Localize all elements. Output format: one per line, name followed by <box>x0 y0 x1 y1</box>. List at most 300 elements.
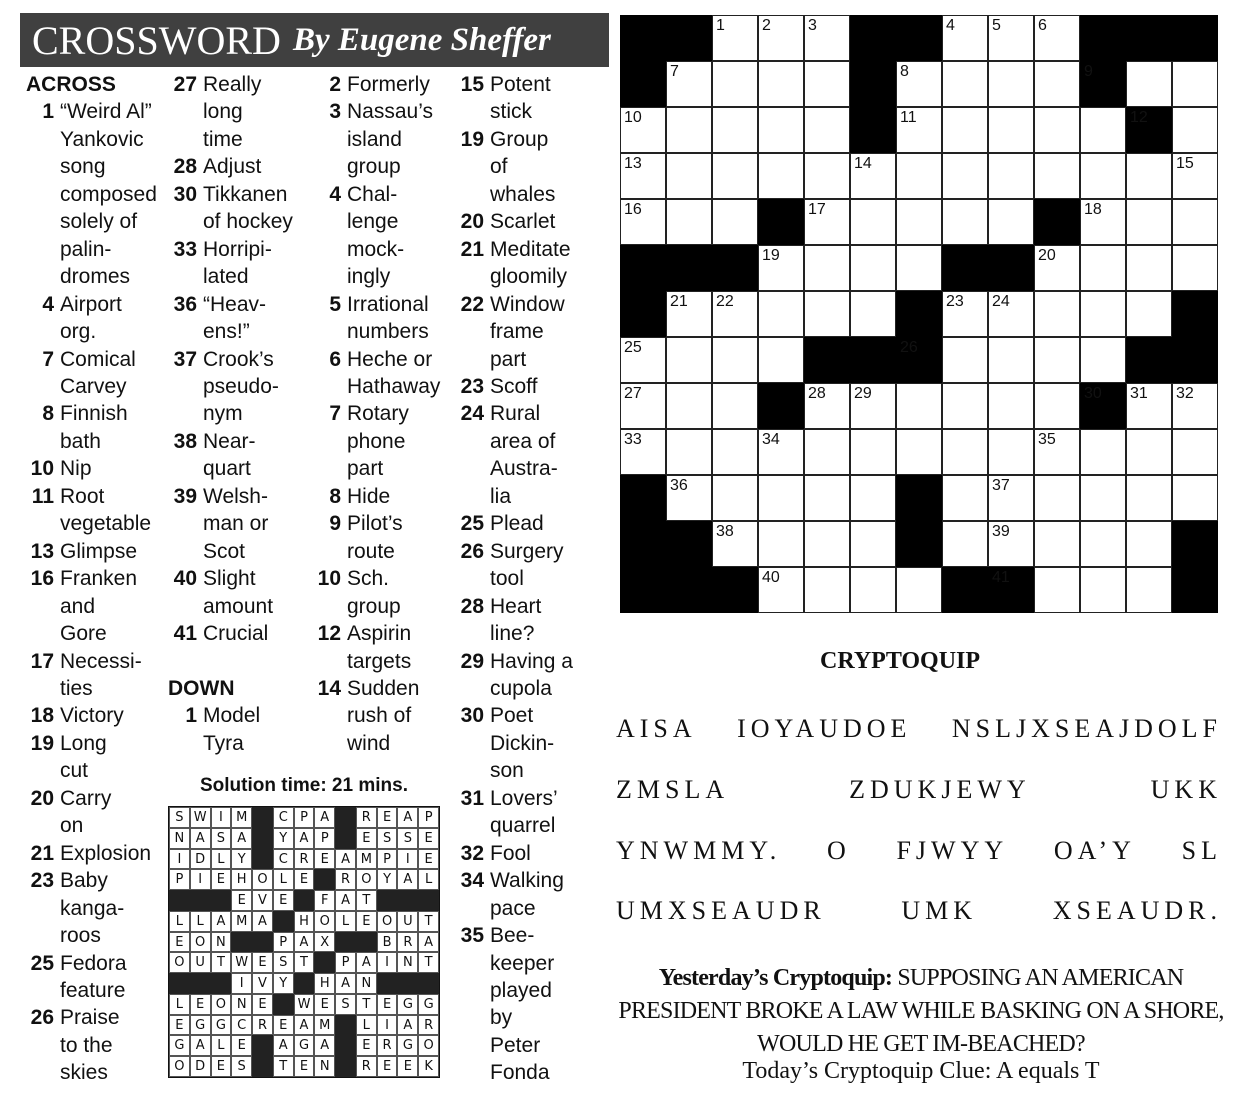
solution-black-square <box>211 973 232 994</box>
solution-letter: E <box>356 1035 377 1056</box>
solution-letter: U <box>190 952 211 973</box>
solution-letter: O <box>377 911 398 932</box>
grid-black-square <box>942 245 988 291</box>
grid-cell[interactable] <box>1034 61 1080 107</box>
crossword-header <box>20 13 609 67</box>
grid-cell[interactable] <box>1034 475 1080 521</box>
clue-number: 11 <box>31 484 54 508</box>
solution-letter: S <box>273 952 294 973</box>
grid-cell[interactable] <box>1080 429 1126 475</box>
grid-cell[interactable] <box>758 107 804 153</box>
grid-cell[interactable] <box>1126 383 1172 429</box>
solution-letter: E <box>418 828 439 849</box>
solution-letter: S <box>397 828 418 849</box>
crossword-grid <box>620 15 1218 613</box>
clue-text: Chal- lenge mock- ingly <box>347 182 405 289</box>
solution-letter: G <box>397 1035 418 1056</box>
cell-number: 16 <box>624 201 642 218</box>
grid-cell[interactable] <box>1172 383 1218 429</box>
cryptoquip-word: XSEAUDR. <box>1052 896 1222 925</box>
grid-cell[interactable] <box>712 337 758 383</box>
cell-number: 30 <box>1084 385 1102 402</box>
solution-letter: E <box>356 911 377 932</box>
grid-black-square <box>620 291 666 337</box>
clue-text: Welsh- man or Scot <box>203 484 269 563</box>
grid-black-square <box>666 567 712 613</box>
grid-cell[interactable] <box>804 107 850 153</box>
solution-letter: H <box>294 911 315 932</box>
grid-cell[interactable] <box>850 291 896 337</box>
cryptoquip-word: UMK <box>901 896 978 925</box>
grid-cell[interactable] <box>942 199 988 245</box>
grid-cell[interactable] <box>712 107 758 153</box>
grid-cell[interactable] <box>712 429 758 475</box>
solution-letter: O <box>169 952 190 973</box>
grid-cell[interactable] <box>988 429 1034 475</box>
solution-letter: O <box>418 1035 439 1056</box>
solution-letter: I <box>397 849 418 870</box>
clue-number: 32 <box>460 841 484 865</box>
clue-number: 37 <box>173 347 197 371</box>
grid-cell[interactable] <box>666 337 712 383</box>
grid-cell[interactable] <box>942 153 988 199</box>
grid-cell[interactable] <box>850 245 896 291</box>
grid-cell[interactable] <box>988 199 1034 245</box>
clue-number: 25 <box>460 512 484 536</box>
grid-cell[interactable] <box>1172 61 1218 107</box>
grid-cell[interactable] <box>1080 245 1126 291</box>
clue-item <box>26 98 166 290</box>
solution-letter: T <box>356 994 377 1015</box>
grid-cell[interactable] <box>620 153 666 199</box>
clue-text: Baby kanga- roos <box>60 869 125 948</box>
clue-text: Slight amount <box>203 567 274 618</box>
clue-item <box>26 867 166 949</box>
cryptoquip-clue: Today’s Cryptoquip Clue: A equals T <box>742 1058 1100 1084</box>
grid-cell[interactable] <box>758 245 804 291</box>
clue-text: Horripi- lated <box>203 237 272 289</box>
clue-number: 30 <box>460 704 484 728</box>
solution-letter: A <box>294 1015 315 1036</box>
solution-time: Solution time: 21 mins. <box>200 775 408 796</box>
grid-cell[interactable] <box>942 337 988 383</box>
clue-text: Rotary phone part <box>347 402 409 481</box>
grid-cell[interactable] <box>850 567 896 613</box>
grid-cell[interactable] <box>942 107 988 153</box>
grid-cell[interactable] <box>758 429 804 475</box>
solution-black-square <box>335 828 356 849</box>
clue-item <box>313 346 453 401</box>
grid-cell[interactable] <box>850 475 896 521</box>
grid-cell[interactable] <box>804 475 850 521</box>
solution-letter: A <box>335 973 356 994</box>
grid-cell[interactable] <box>988 61 1034 107</box>
cell-number: 8 <box>900 63 909 80</box>
grid-cell[interactable] <box>850 429 896 475</box>
solution-letter: C <box>273 849 294 870</box>
solution-letter: A <box>252 911 273 932</box>
grid-cell[interactable] <box>1126 199 1172 245</box>
grid-cell[interactable] <box>942 15 988 61</box>
clue-item <box>455 126 595 208</box>
grid-cell[interactable] <box>1172 475 1218 521</box>
clue-number: 22 <box>460 292 484 316</box>
solution-letter: N <box>314 1056 335 1077</box>
clue-text: Walking pace <box>490 869 564 920</box>
grid-cell[interactable] <box>1080 291 1126 337</box>
solution-letter: Y <box>377 869 398 890</box>
solution-black-square <box>335 807 356 828</box>
cell-number: 26 <box>900 339 918 356</box>
grid-cell[interactable] <box>758 521 804 567</box>
clue-item <box>168 702 308 757</box>
cryptoquip-line <box>616 775 1222 805</box>
grid-cell[interactable] <box>758 15 804 61</box>
grid-cell[interactable] <box>804 429 850 475</box>
solution-letter: L <box>418 869 439 890</box>
solution-letter: A <box>397 1015 418 1036</box>
grid-cell[interactable] <box>758 337 804 383</box>
section-heading-across: ACROSS <box>26 73 116 96</box>
clue-text: Hide <box>347 484 391 508</box>
solution-letter: A <box>418 932 439 953</box>
clue-number: 16 <box>30 567 54 591</box>
grid-cell[interactable] <box>620 429 666 475</box>
clue-number: 6 <box>329 347 341 371</box>
cell-number: 19 <box>762 247 780 264</box>
clue-item <box>26 648 166 703</box>
grid-cell[interactable] <box>758 567 804 613</box>
clue-text: Airport org. <box>60 292 122 344</box>
grid-cell[interactable] <box>1080 521 1126 567</box>
grid-black-square <box>1126 337 1172 383</box>
grid-cell[interactable] <box>1034 383 1080 429</box>
cell-number: 1 <box>716 17 725 34</box>
clue-item <box>168 483 308 565</box>
grid-cell[interactable] <box>712 153 758 199</box>
grid-black-square <box>896 337 942 383</box>
grid-cell[interactable] <box>850 199 896 245</box>
grid-cell[interactable] <box>758 153 804 199</box>
solution-black-square <box>418 890 439 911</box>
grid-cell[interactable] <box>988 475 1034 521</box>
solution-black-square <box>273 994 294 1015</box>
grid-cell[interactable] <box>1126 61 1172 107</box>
solution-letter: O <box>169 1056 190 1077</box>
solution-letter: E <box>294 869 315 890</box>
solution-letter: N <box>169 828 190 849</box>
solution-letter: I <box>231 973 252 994</box>
grid-black-square <box>620 567 666 613</box>
grid-cell[interactable] <box>850 153 896 199</box>
grid-cell[interactable] <box>988 337 1034 383</box>
solution-letter: L <box>273 869 294 890</box>
grid-cell[interactable] <box>896 245 942 291</box>
grid-cell[interactable] <box>620 199 666 245</box>
solution-black-square <box>418 973 439 994</box>
grid-cell[interactable] <box>1126 245 1172 291</box>
solution-letter: R <box>356 807 377 828</box>
solution-letter: R <box>418 1015 439 1036</box>
solution-letter: A <box>294 932 315 953</box>
cell-number: 2 <box>762 17 771 34</box>
clue-number: 35 <box>460 924 484 948</box>
cell-number: 35 <box>1038 431 1056 448</box>
grid-cell[interactable] <box>712 199 758 245</box>
grid-cell[interactable] <box>850 521 896 567</box>
grid-cell[interactable] <box>666 61 712 107</box>
grid-cell[interactable] <box>758 61 804 107</box>
grid-cell[interactable] <box>712 291 758 337</box>
cell-number: 14 <box>854 155 872 172</box>
solution-letter: E <box>231 1035 252 1056</box>
grid-cell[interactable] <box>1034 107 1080 153</box>
clue-number: 10 <box>30 457 54 481</box>
grid-cell[interactable] <box>942 521 988 567</box>
solution-letter: L <box>211 1035 232 1056</box>
solution-black-square <box>397 973 418 994</box>
grid-cell[interactable] <box>666 475 712 521</box>
grid-cell[interactable] <box>942 475 988 521</box>
grid-black-square <box>620 245 666 291</box>
clue-item <box>26 702 166 729</box>
solution-black-square <box>211 890 232 911</box>
solution-letter: G <box>190 1015 211 1036</box>
clue-item <box>26 483 166 538</box>
clue-text: “Heav- ens!” <box>203 292 267 344</box>
grid-cell[interactable] <box>896 61 942 107</box>
solution-letter: E <box>377 994 398 1015</box>
solution-letter: T <box>211 952 232 973</box>
grid-cell[interactable] <box>804 567 850 613</box>
grid-cell[interactable] <box>1126 291 1172 337</box>
grid-cell[interactable] <box>1080 475 1126 521</box>
solution-letter: E <box>377 807 398 828</box>
grid-cell[interactable] <box>620 337 666 383</box>
grid-cell[interactable] <box>666 291 712 337</box>
solution-letter: G <box>211 1015 232 1036</box>
cell-number: 27 <box>624 385 642 402</box>
clue-item <box>26 346 166 401</box>
grid-cell[interactable] <box>712 61 758 107</box>
clue-number: 1 <box>185 704 197 728</box>
grid-cell[interactable] <box>712 15 758 61</box>
grid-black-square <box>896 15 942 61</box>
grid-black-square <box>666 15 712 61</box>
clue-number: 26 <box>30 1006 54 1030</box>
solution-letter: G <box>169 1035 190 1056</box>
grid-cell[interactable] <box>1126 153 1172 199</box>
grid-cell[interactable] <box>1034 429 1080 475</box>
grid-cell[interactable] <box>988 521 1034 567</box>
solution-letter: E <box>169 1015 190 1036</box>
grid-cell[interactable] <box>712 383 758 429</box>
solution-letter: P <box>294 807 315 828</box>
grid-cell[interactable] <box>1126 429 1172 475</box>
solution-letter: A <box>211 911 232 932</box>
grid-cell[interactable] <box>758 475 804 521</box>
solution-black-square <box>252 807 273 828</box>
grid-black-square <box>712 245 758 291</box>
grid-cell[interactable] <box>1034 15 1080 61</box>
clue-item <box>26 785 166 840</box>
clue-number: 9 <box>329 512 341 536</box>
cryptoquip-word: SL <box>1181 836 1222 865</box>
solution-letter: X <box>314 932 335 953</box>
solution-letter: T <box>273 1056 294 1077</box>
grid-cell[interactable] <box>896 199 942 245</box>
grid-cell[interactable] <box>1034 337 1080 383</box>
clue-item <box>313 675 453 757</box>
solution-letter: O <box>190 932 211 953</box>
cryptoquip-word: FJWYY <box>896 836 1009 865</box>
cell-number: 5 <box>992 17 1001 34</box>
clue-number: 23 <box>30 869 54 893</box>
grid-cell[interactable] <box>896 107 942 153</box>
grid-cell[interactable] <box>804 383 850 429</box>
solution-letter: A <box>190 1035 211 1056</box>
grid-black-square <box>1172 15 1218 61</box>
clue-number: 39 <box>173 484 197 508</box>
grid-cell[interactable] <box>896 383 942 429</box>
grid-cell[interactable] <box>712 521 758 567</box>
cell-number: 9 <box>1084 63 1093 80</box>
clue-text: Franken and Gore <box>60 567 138 646</box>
grid-cell[interactable] <box>1080 107 1126 153</box>
clue-item <box>455 593 595 648</box>
grid-cell[interactable] <box>988 153 1034 199</box>
grid-cell[interactable] <box>804 245 850 291</box>
cell-number: 12 <box>1130 109 1148 126</box>
grid-cell[interactable] <box>896 567 942 613</box>
grid-cell[interactable] <box>1080 153 1126 199</box>
solution-letter: L <box>335 911 356 932</box>
grid-cell[interactable] <box>1172 199 1218 245</box>
grid-cell[interactable] <box>1126 475 1172 521</box>
grid-cell[interactable] <box>666 429 712 475</box>
clue-number: 10 <box>317 567 341 591</box>
grid-black-square <box>1080 61 1126 107</box>
clue-item <box>168 291 308 346</box>
solution-black-square <box>377 890 398 911</box>
grid-cell[interactable] <box>666 383 712 429</box>
grid-cell[interactable] <box>942 383 988 429</box>
solution-letter: M <box>356 849 377 870</box>
grid-cell[interactable] <box>758 291 804 337</box>
grid-cell[interactable] <box>1034 291 1080 337</box>
solution-letter: E <box>294 1056 315 1077</box>
solution-letter: A <box>335 890 356 911</box>
solution-letter: E <box>190 994 211 1015</box>
clue-number: 8 <box>42 402 54 426</box>
grid-cell[interactable] <box>666 199 712 245</box>
solution-black-square <box>252 1035 273 1056</box>
grid-black-square <box>1172 521 1218 567</box>
solution-letter: W <box>231 952 252 973</box>
grid-cell[interactable] <box>988 107 1034 153</box>
grid-cell[interactable] <box>1034 521 1080 567</box>
clue-item <box>313 291 453 346</box>
grid-cell[interactable] <box>1126 567 1172 613</box>
grid-cell[interactable] <box>942 429 988 475</box>
grid-cell[interactable] <box>1034 567 1080 613</box>
grid-cell[interactable] <box>1172 429 1218 475</box>
grid-cell[interactable] <box>620 383 666 429</box>
grid-cell[interactable] <box>942 291 988 337</box>
grid-cell[interactable] <box>804 153 850 199</box>
grid-cell[interactable] <box>1080 337 1126 383</box>
clue-text: Pilot’s route <box>347 512 403 563</box>
grid-cell[interactable] <box>620 107 666 153</box>
grid-cell[interactable] <box>804 61 850 107</box>
clue-item <box>455 236 595 291</box>
grid-cell[interactable] <box>804 199 850 245</box>
grid-cell[interactable] <box>666 107 712 153</box>
cell-number: 22 <box>716 293 734 310</box>
solution-black-square <box>294 973 315 994</box>
clue-item <box>455 373 595 400</box>
clue-number: 24 <box>460 402 484 426</box>
clue-number: 23 <box>460 374 484 398</box>
grid-cell[interactable] <box>712 475 758 521</box>
grid-cell[interactable] <box>850 383 896 429</box>
cell-number: 34 <box>762 431 780 448</box>
grid-cell[interactable] <box>988 383 1034 429</box>
clue-item <box>168 620 308 647</box>
clue-item <box>26 565 166 647</box>
clue-number: 13 <box>30 539 54 563</box>
grid-cell[interactable] <box>988 291 1034 337</box>
grid-cell[interactable] <box>1034 153 1080 199</box>
grid-cell[interactable] <box>804 521 850 567</box>
grid-cell[interactable] <box>1172 245 1218 291</box>
grid-cell[interactable] <box>1172 107 1218 153</box>
grid-cell[interactable] <box>1080 199 1126 245</box>
grid-black-square <box>1080 383 1126 429</box>
grid-cell[interactable] <box>804 291 850 337</box>
solution-letter: C <box>231 1015 252 1036</box>
grid-cell[interactable] <box>896 429 942 475</box>
cell-number: 37 <box>992 477 1010 494</box>
solution-letter: E <box>169 932 190 953</box>
clue-number: 21 <box>30 841 54 865</box>
solution-letter: E <box>231 890 252 911</box>
grid-cell[interactable] <box>988 15 1034 61</box>
clue-text: Glimpse <box>60 539 138 563</box>
grid-cell[interactable] <box>1034 245 1080 291</box>
clue-text: Surgery tool <box>490 539 564 591</box>
cell-number: 13 <box>624 155 642 172</box>
cell-number: 4 <box>946 17 955 34</box>
grid-black-square <box>1172 337 1218 383</box>
clue-text: Fool <box>490 841 531 865</box>
solution-letter: O <box>252 869 273 890</box>
grid-cell[interactable] <box>1172 153 1218 199</box>
cryptoquip-word: YNWMMY. <box>616 836 782 865</box>
grid-cell[interactable] <box>804 15 850 61</box>
grid-cell[interactable] <box>1126 521 1172 567</box>
clue-column-1 <box>26 71 166 1087</box>
grid-cell[interactable] <box>666 153 712 199</box>
solution-letter: A <box>314 1035 335 1056</box>
grid-cell[interactable] <box>896 153 942 199</box>
clue-item <box>26 840 166 867</box>
grid-cell[interactable] <box>942 61 988 107</box>
grid-black-square <box>804 337 850 383</box>
clue-number: 25 <box>30 951 54 975</box>
clue-text: Carry on <box>60 786 112 838</box>
grid-cell[interactable] <box>1080 567 1126 613</box>
